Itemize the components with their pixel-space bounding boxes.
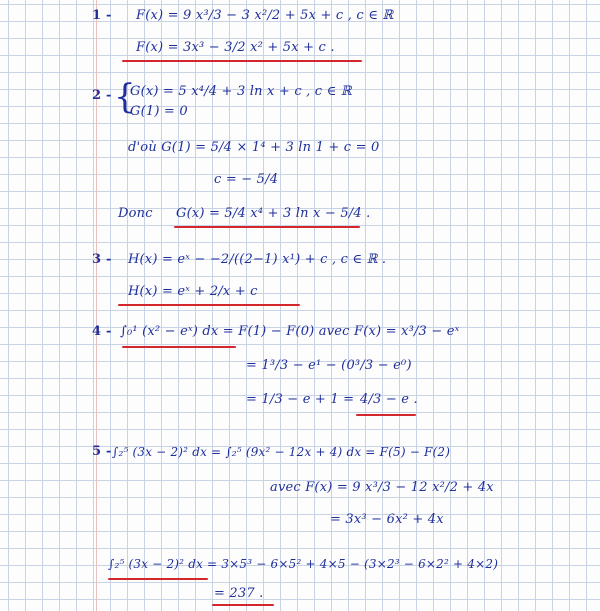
ex2-line-2: G(1) = 0 [130, 104, 188, 119]
ex4-integral-underline [122, 346, 236, 348]
ex5-line-2: avec F(x) = 9 x³/3 − 12 x²/2 + 4x [270, 480, 494, 495]
system-brace: { [114, 77, 136, 117]
exercise-5-number: 5 - [92, 444, 112, 459]
ex4-answer-underline [356, 414, 416, 416]
ex2-answer-underline [174, 226, 360, 228]
ex2-donc-label: Donc [118, 206, 153, 221]
ex4-line-3: = 1/3 − e + 1 = [246, 392, 355, 407]
ex4-line-1: ∫₀¹ (x² − eˣ) dx = F(1) − F(0) avec F(x) = x³/3 − eˣ [120, 324, 460, 339]
ex5-answer-underline [212, 604, 274, 606]
ex4-result: 4/3 − e . [360, 392, 418, 407]
exercise-4-number: 4 - [92, 324, 112, 339]
ex2-line-4: c = − 5/4 [214, 172, 279, 187]
exercise-2-number: 2 - [92, 88, 112, 103]
ex1-answer-underline [122, 60, 362, 62]
ex3-line-2: H(x) = eˣ + 2/x + c [128, 284, 258, 299]
ex1-line-2: F(x) = 3x³ − 3/2 x² + 5x + c . [136, 40, 335, 55]
ex2-line-3: d'où G(1) = 5/4 × 1⁴ + 3 ln 1 + c = 0 [128, 140, 380, 155]
ex5-line-1: ∫₂⁵ (3x − 2)² dx = ∫₂⁵ (9x² − 12x + 4) dx = F(5) − F(2) [112, 445, 451, 459]
exercise-3-number: 3 - [92, 252, 112, 267]
ex5-line-3: = 3x³ − 6x² + 4x [330, 512, 444, 527]
ex3-answer-underline [118, 304, 300, 306]
ex4-line-2: = 1³/3 − e¹ − (0³/3 − e⁰) [246, 358, 412, 373]
ex5-line-5: = 237 . [214, 586, 264, 601]
ex5-line-4: ∫₂⁵ (3x − 2)² dx = 3×5³ − 6×5² + 4×5 − (3×2³ − 6×2² + 4×2) [108, 557, 499, 571]
ex3-line-1: H(x) = eˣ − −2/((2−1) x¹) + c , c ∈ ℝ . [128, 252, 387, 267]
ex1-line-1: F(x) = 9 x³/3 − 3 x²/2 + 5x + c , c ∈ ℝ [136, 8, 394, 23]
ex2-line-5: G(x) = 5/4 x⁴ + 3 ln x − 5/4 . [176, 206, 371, 221]
exercise-1-number: 1 - [92, 8, 112, 23]
ex5-integral-underline [108, 578, 208, 580]
ex2-line-1: G(x) = 5 x⁴/4 + 3 ln x + c , c ∈ ℝ [130, 84, 352, 99]
